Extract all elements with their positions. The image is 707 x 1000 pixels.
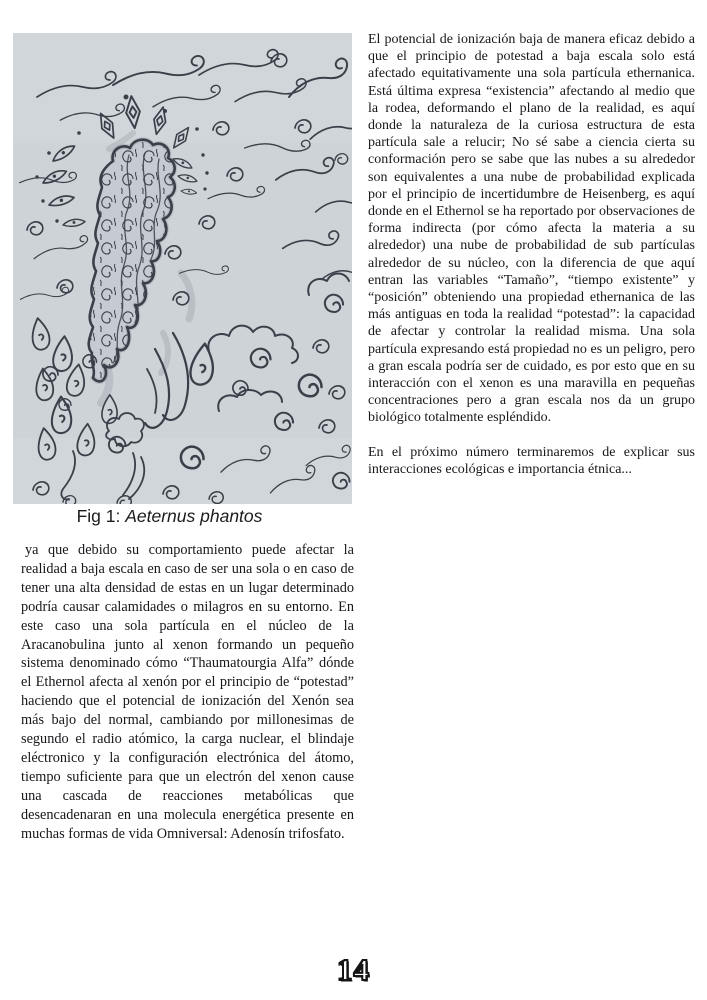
figure-caption-title: Aeternus phantos xyxy=(125,506,263,526)
right-text-column xyxy=(368,31,695,495)
page-number: 14 xyxy=(337,952,370,987)
body-paragraph: El potencial de ionización baja de manera eficaz debido a que el principio de potestad a baja escala solo está afectado equitativamente una sola partícula ethernanica. Está última expresa “existencia” afectando al medio que la rodea, deformando el plano de la realidad, es aquí donde la naturaleza de la curiosa estructura de esta partícula sale a relucir; No sé sabe a ciencia cierta su conformación pero se sabe que las nubes a su alrededor son equivalentes a una nube de probabilidad explicada por el principio de incertidumbre de Heisenberg, es aquí donde en el Ethernol se ha reportado por observaciones de forma indirecta (por cómo afecta la materia a su alrededor) una nube de probabilidad de sub partículas alrededor de su núcleo, con la diferencia de que aquí entran las variables “Tamaño”, “tiempo existente” y “posición” obteniendo una propiedad ethernanica de las más antiguas en toda la realidad “potestad”: la capacidad de afectar y controlar la realidad misma. Una sola partícula expresando está propiedad no es un peligro, pero a gran escala podría ser de cuidado, es por esto que en su interacción con el xenon es una maravilla en pequeñas concentraciones pero a gran escala nos da un grupo biológico totalmente espléndido. xyxy=(368,32,695,426)
figure-image xyxy=(13,33,352,504)
body-paragraph: ya que debido su comportamiento puede afectar la realidad a baja escala en caso de ser una sola o en caso de tener una alta densidad de estas en un lugar determinado podría causar calamidades o milagros en su entorno. En este caso una sola partícula en el núcleo de la Aracanobulina junto al xenon formando un pequeño sistema denominado cómo “Thaumatourgia Alfa” dónde el Ethernol afecta al xenón por el principio de “potestad” haciendo que el potencial de ionización del Xenón sea más bajo del normal, cambiando por millonesimas de segundo el radio atómico, la carga nuclear, el blindaje eléctronico y la configuración electrónica del átomo, tiempo suficiente para que un electrón del xenon cause una cascada de reacciones metabólicas que desencadenaran en una molecula energética presente en muchas formas de vida Omniversal: Adenosín trifosfato. xyxy=(21,542,354,842)
aeternus-phantos-drawing-icon xyxy=(13,33,352,504)
figure-caption xyxy=(0,506,339,527)
figure-caption-label: Fig 1: xyxy=(76,506,126,526)
left-text-column xyxy=(21,541,354,844)
body-paragraph: En el próximo número terminaremos de explicar sus interacciones ecológicas e importancia étnica... xyxy=(368,444,695,477)
